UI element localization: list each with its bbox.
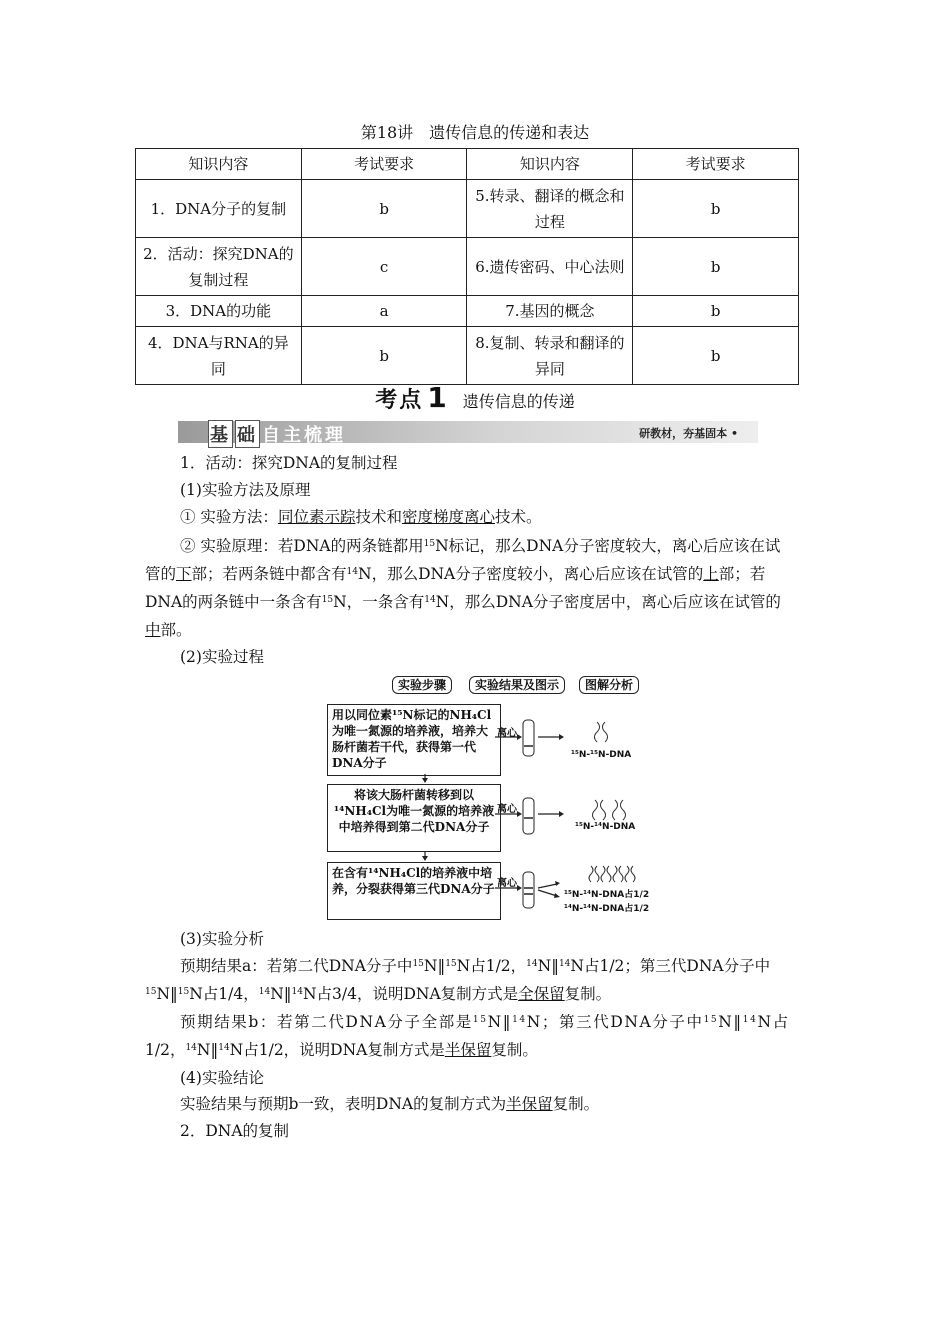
table-cell: 4．DNA与RNA的异同	[136, 327, 302, 385]
paragraph-conclusion: 实验结果与预期b一致，表明DNA的复制方式为半保留复制。	[180, 1095, 600, 1113]
table-row	[136, 238, 799, 296]
paragraph-method: ① 实验方法：同位素示踪技术和密度梯度离心技术。	[180, 508, 542, 526]
centrifuge-label: 离心	[497, 728, 517, 739]
subsection-heading: (4)实验结论	[180, 1069, 264, 1087]
diagram-step-1: 用以同位素¹⁵N标记的NH₄Cl为唯一氮源的培养液，培养大肠杆菌若干代，获得第一代DNA分子	[327, 704, 501, 776]
kaodian-subtitle: 遗传信息的传递	[462, 392, 575, 411]
requirements-table	[135, 148, 799, 385]
table-cell: b	[633, 327, 799, 385]
kaodian-label: 考点 1	[375, 381, 449, 414]
diagram-header-analysis: 图解分析	[579, 676, 639, 694]
section-heading: 1．活动：探究DNA的复制过程	[180, 454, 398, 472]
paragraph-result-a: 预期结果a：若第二代DNA分子中$^{15}$N‖$^{15}$N占1/2，$^{14}$N‖$^{14}$N占1/2；第三代DNA分子中 $^{15}$N‖$^{15}$N占1/4，$^{14}$N‖$^{14}$N占3/4，说明DNA复制方式是全保留复制。	[145, 957, 771, 1003]
table-cell: 7.基因的概念	[467, 296, 633, 327]
table-row	[136, 180, 799, 238]
table-header: 知识内容	[467, 149, 633, 180]
table-cell: 1．DNA分子的复制	[136, 180, 302, 238]
table-header: 考试要求	[301, 149, 467, 180]
kaodian-heading	[0, 381, 950, 414]
table-cell: b	[633, 180, 799, 238]
section-banner	[178, 421, 758, 446]
subsection-heading: (1)实验方法及原理	[180, 481, 311, 499]
result-label: ¹⁵N-¹⁵N-DNA	[571, 750, 632, 760]
paragraph-result-b: 预期结果b：若第二代DNA分子全部是$^{15}$N‖$^{14}$N；第三代DNA分子中$^{15}$N‖$^{14}$N占 1/2，$^{14}$N‖$^{14}$N占1/2，说明DNA复制方式是半保留复制。	[145, 1013, 790, 1059]
table-header: 知识内容	[136, 149, 302, 180]
subsection-heading: (3)实验分析	[180, 930, 264, 948]
table-header: 考试要求	[633, 149, 799, 180]
table-cell: 5.转录、翻译的概念和过程	[467, 180, 633, 238]
table-cell: 8.复制、转录和翻译的异同	[467, 327, 633, 385]
result-label: ¹⁵N-¹⁴N-DNA占1/2	[564, 890, 650, 900]
diagram-header-results: 实验结果及图示	[469, 676, 565, 694]
diagram-header-steps: 实验步骤	[392, 676, 452, 694]
table-header-row	[136, 149, 799, 180]
centrifuge-label: 离心	[497, 804, 517, 815]
diagram-step-2: 将该大肠杆菌转移到以¹⁴NH₄Cl为唯一氮源的培养液中培养得到第二代DNA分子	[327, 784, 501, 852]
subsection-heading: (2)实验过程	[180, 648, 264, 666]
table-cell: 6.遗传密码、中心法则	[467, 238, 633, 296]
banner-char-box: 础	[235, 420, 260, 448]
experiment-diagram	[325, 674, 665, 924]
table-cell: 3．DNA的功能	[136, 296, 302, 327]
result-label: ¹⁵N-¹⁴N-DNA	[575, 822, 636, 832]
centrifuge-label: 离心	[497, 878, 517, 889]
diagram-step-3: 在含有¹⁴NH₄Cl的培养液中培养，分裂获得第三代DNA分子	[327, 862, 501, 920]
paragraph-principle: ② 实验原理：若DNA的两条链都用$^{15}$N标记，那么DNA分子密度较大，离心后应该在试 管的下部；若两条链中都含有$^{14}$N，那么DNA分子密度较小，离心后应该在试管的上部；若 DNA的两条链中一条含有$^{15}$N，一条含有$^{14}$N，那么DNA分子密度居中，离心后应该在试管的 中部。	[145, 537, 781, 639]
banner-slogan: 研教材，夯基固本 •	[639, 427, 738, 440]
table-cell: b	[301, 327, 467, 385]
table-row	[136, 327, 799, 385]
table-cell: b	[633, 296, 799, 327]
table-cell: b	[301, 180, 467, 238]
table-row	[136, 296, 799, 327]
table-cell: b	[633, 238, 799, 296]
lesson-title: 第18讲 遗传信息的传递和表达	[360, 123, 590, 142]
table-cell: a	[301, 296, 467, 327]
result-label: ¹⁴N-¹⁴N-DNA占1/2	[564, 904, 650, 914]
table-cell: 2．活动：探究DNA的复制过程	[136, 238, 302, 296]
banner-label: 基 础 自主梳理	[208, 420, 346, 448]
banner-char-box: 基	[208, 420, 233, 448]
table-cell: c	[301, 238, 467, 296]
section-heading: 2．DNA的复制	[180, 1122, 290, 1140]
